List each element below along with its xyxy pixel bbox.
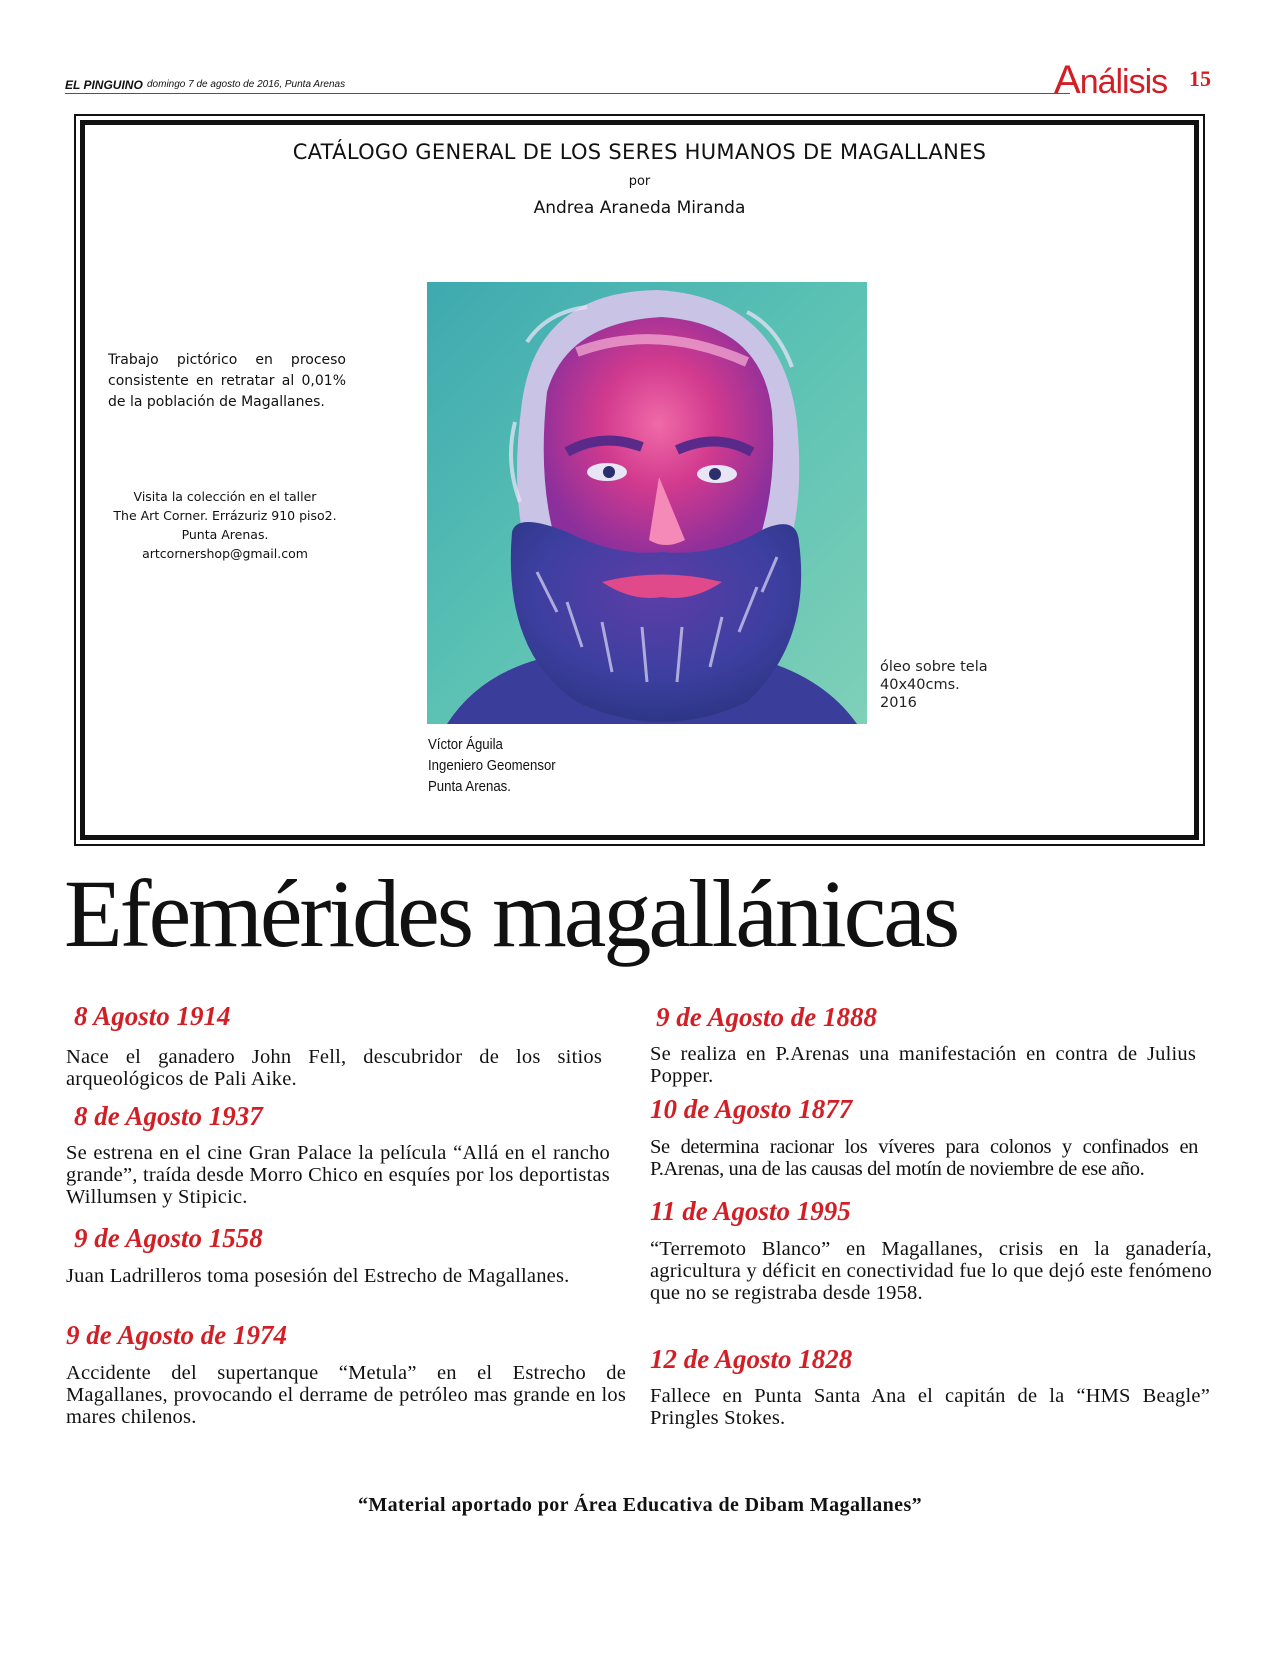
painting-medium (880, 658, 988, 712)
portrait-painting (427, 282, 867, 724)
efemeride-text: Fallece en Punta Santa Ana el capitán de la “HMS Beagle” Pringles Stokes. (650, 1385, 1210, 1429)
caption-name: Víctor Águila (428, 736, 503, 753)
section-name: Análisis (1054, 58, 1168, 102)
efemeride-date: 10 de Agosto 1877 (650, 1094, 853, 1124)
catalog-visit-info (100, 487, 350, 563)
efemeride-text: Juan Ladrilleros toma posesión del Estrecho de Magallanes. (66, 1265, 570, 1287)
efemeride-date: 9 de Agosto 1558 (74, 1223, 263, 1253)
efemeride-date: 11 de Agosto 1995 (650, 1196, 851, 1226)
efemeride-date: 9 de Agosto de 1888 (656, 1002, 877, 1032)
credit-line: “Material aportado por Área Educativa de Dibam Magallanes” (357, 1494, 923, 1516)
medium-size: 40x40cms. (880, 677, 960, 693)
newspaper-name: EL PINGUINO (65, 78, 143, 92)
visit-line: Visita la colección en el taller (133, 489, 317, 504)
efemeride-text: Nace el ganadero John Fell, descubridor de los sitios arqueológicos de Pali Aike. (66, 1046, 602, 1090)
efemeride-date: 12 de Agosto 1828 (650, 1344, 853, 1374)
efemeride-date: 8 de Agosto 1937 (74, 1101, 263, 1131)
efemeride-text: Se estrena en el cine Gran Palace la película “Allá en el rancho grande”, traída desde Morro Chico en esquíes por los deportistas Willumsen y Stipicic. (66, 1142, 610, 1208)
efemeride-date: 8 Agosto 1914 (74, 1001, 231, 1031)
dateline: domingo 7 de agosto de 2016, Punta Arenas (147, 79, 346, 90)
efemeride-date: 9 de Agosto de 1974 (66, 1320, 287, 1350)
page-number: 15 (1189, 66, 1211, 91)
efemeride-text: Accidente del supertanque “Metula” en el Estrecho de Magallanes, provocando el derrame de petróleo mas grande en los mares chilenos. (66, 1362, 626, 1428)
medium-year: 2016 (880, 695, 917, 711)
efemeride-text: Se determina racionar los víveres para colonos y confinados en P.Arenas, una de las causas del motín de noviembre de ese año. (650, 1136, 1198, 1180)
medium-type: óleo sobre tela (880, 659, 988, 675)
visit-address: The Art Corner. Errázuriz 910 piso2. (113, 508, 337, 523)
efemeride-text: Se realiza en P.Arenas una manifestación en contra de Julius Popper. (650, 1043, 1196, 1087)
catalog-by: por (628, 174, 651, 189)
catalog-description: Trabajo pictórico en proceso consistente en retratar al 0,01% de la población de Magallanes. (108, 352, 346, 410)
efemeride-text: “Terremoto Blanco” en Magallanes, crisis en la ganadería, agricultura y déficit en conectividad fue lo que dejó este fenómeno que no se registraba desde 1958. (650, 1238, 1212, 1304)
catalog-title: CATÁLOGO GENERAL DE LOS SERES HUMANOS DE MAGALLANES (292, 140, 987, 164)
visit-city: Punta Arenas. (181, 527, 269, 542)
catalog-author: Andrea Araneda Miranda (533, 198, 746, 218)
masthead (65, 78, 1183, 96)
header-rule (65, 93, 1070, 94)
portrait-caption (428, 734, 556, 797)
caption-profession: Ingeniero Geomensor (428, 757, 556, 774)
caption-city: Punta Arenas. (428, 778, 511, 795)
page-title: Efemérides magallánicas (64, 860, 958, 967)
visit-email: artcornershop@gmail.com (142, 546, 308, 561)
